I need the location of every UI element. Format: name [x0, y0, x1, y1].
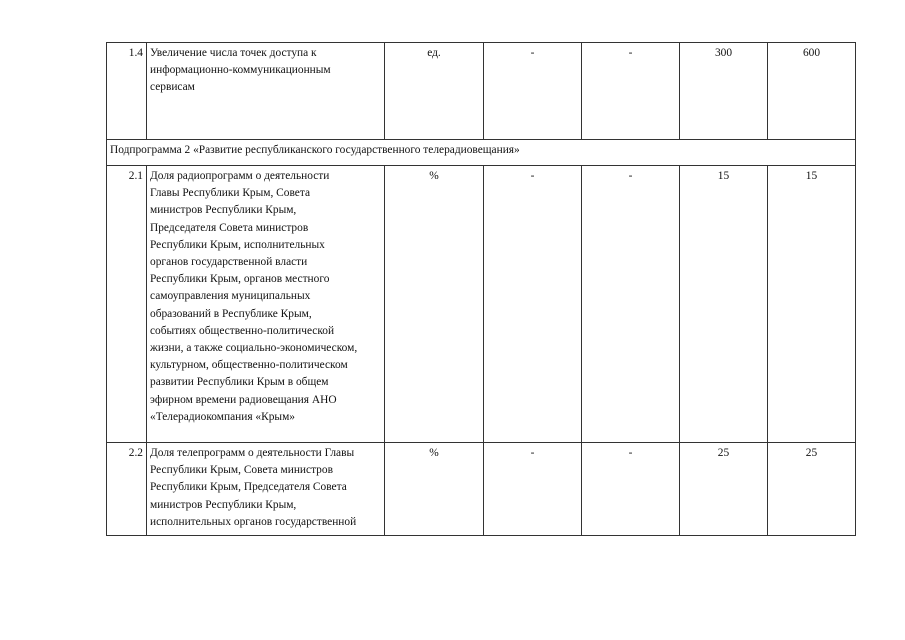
indicator-name-line: Главы Республики Крым, Совета [150, 187, 311, 200]
unit-cell: % [385, 166, 484, 443]
value-cell-1: - [484, 443, 582, 536]
value-cell-3: 25 [680, 443, 768, 536]
row-number: 2.2 [107, 443, 147, 536]
value-cell-4: 15 [768, 166, 856, 443]
indicator-name-line: Республики Крым, Председателя Совета [150, 481, 347, 494]
value-cell-1: - [484, 166, 582, 443]
indicator-name-line: эфирном времени радиовещания АНО [150, 393, 337, 406]
value-cell-4: 600 [768, 43, 856, 140]
indicator-name-line: Увеличение числа точек доступа к [150, 47, 317, 59]
indicator-name-line: Республики Крым, исполнительных [150, 238, 325, 251]
indicator-name-line: органов государственной власти [150, 256, 308, 269]
indicator-name-line: исполнительных органов государственной [150, 515, 357, 528]
unit-cell: % [385, 443, 484, 536]
indicator-name-line: самоуправления муниципальных [150, 290, 311, 303]
indicators-table [106, 42, 856, 536]
indicator-name-line: Республики Крым, органов местного [150, 273, 330, 286]
row-number: 1.4 [107, 43, 147, 140]
table-row [107, 443, 856, 536]
value-cell-1: - [484, 43, 582, 140]
indicator-name-line: министров Республики Крым, [150, 204, 297, 217]
indicator-name-line: сервисам [150, 81, 195, 94]
indicator-name-line: Доля телепрограмм о деятельности Главы [150, 447, 355, 459]
subprogram-row [107, 140, 856, 166]
unit-cell: ед. [385, 43, 484, 140]
indicator-name-line: информационно-коммуникационным [150, 64, 331, 77]
value-cell-4: 25 [768, 443, 856, 536]
indicator-name-line: Доля радиопрограмм о деятельности [150, 170, 330, 182]
value-cell-3: 15 [680, 166, 768, 443]
indicator-name-line: событиях общественно-политической [150, 324, 335, 337]
indicator-name-line: развитии Республики Крым в общем [150, 376, 329, 389]
indicator-name-line: Республики Крым, Совета министров [150, 464, 333, 477]
value-cell-2: - [582, 443, 680, 536]
indicator-name [147, 166, 385, 443]
table-row [107, 43, 856, 140]
indicator-name [147, 443, 385, 536]
table-row [107, 166, 856, 443]
indicator-name-line: министров Республики Крым, [150, 498, 297, 511]
indicator-name-line: Председателя Совета министров [150, 221, 309, 234]
subprogram-title: Подпрограмма 2 «Развитие республиканского государственного телерадиовещания» [107, 140, 856, 166]
indicator-name-line: жизни, а также социально-экономическом, [150, 342, 358, 355]
indicator-name-line: культурном, общественно-политическом [150, 359, 348, 372]
value-cell-2: - [582, 43, 680, 140]
value-cell-2: - [582, 166, 680, 443]
indicator-name-line: «Телерадиокомпания «Крым» [150, 410, 295, 423]
indicator-name [147, 43, 385, 140]
value-cell-3: 300 [680, 43, 768, 140]
indicator-name-line: образований в Республике Крым, [150, 307, 312, 320]
row-number: 2.1 [107, 166, 147, 443]
